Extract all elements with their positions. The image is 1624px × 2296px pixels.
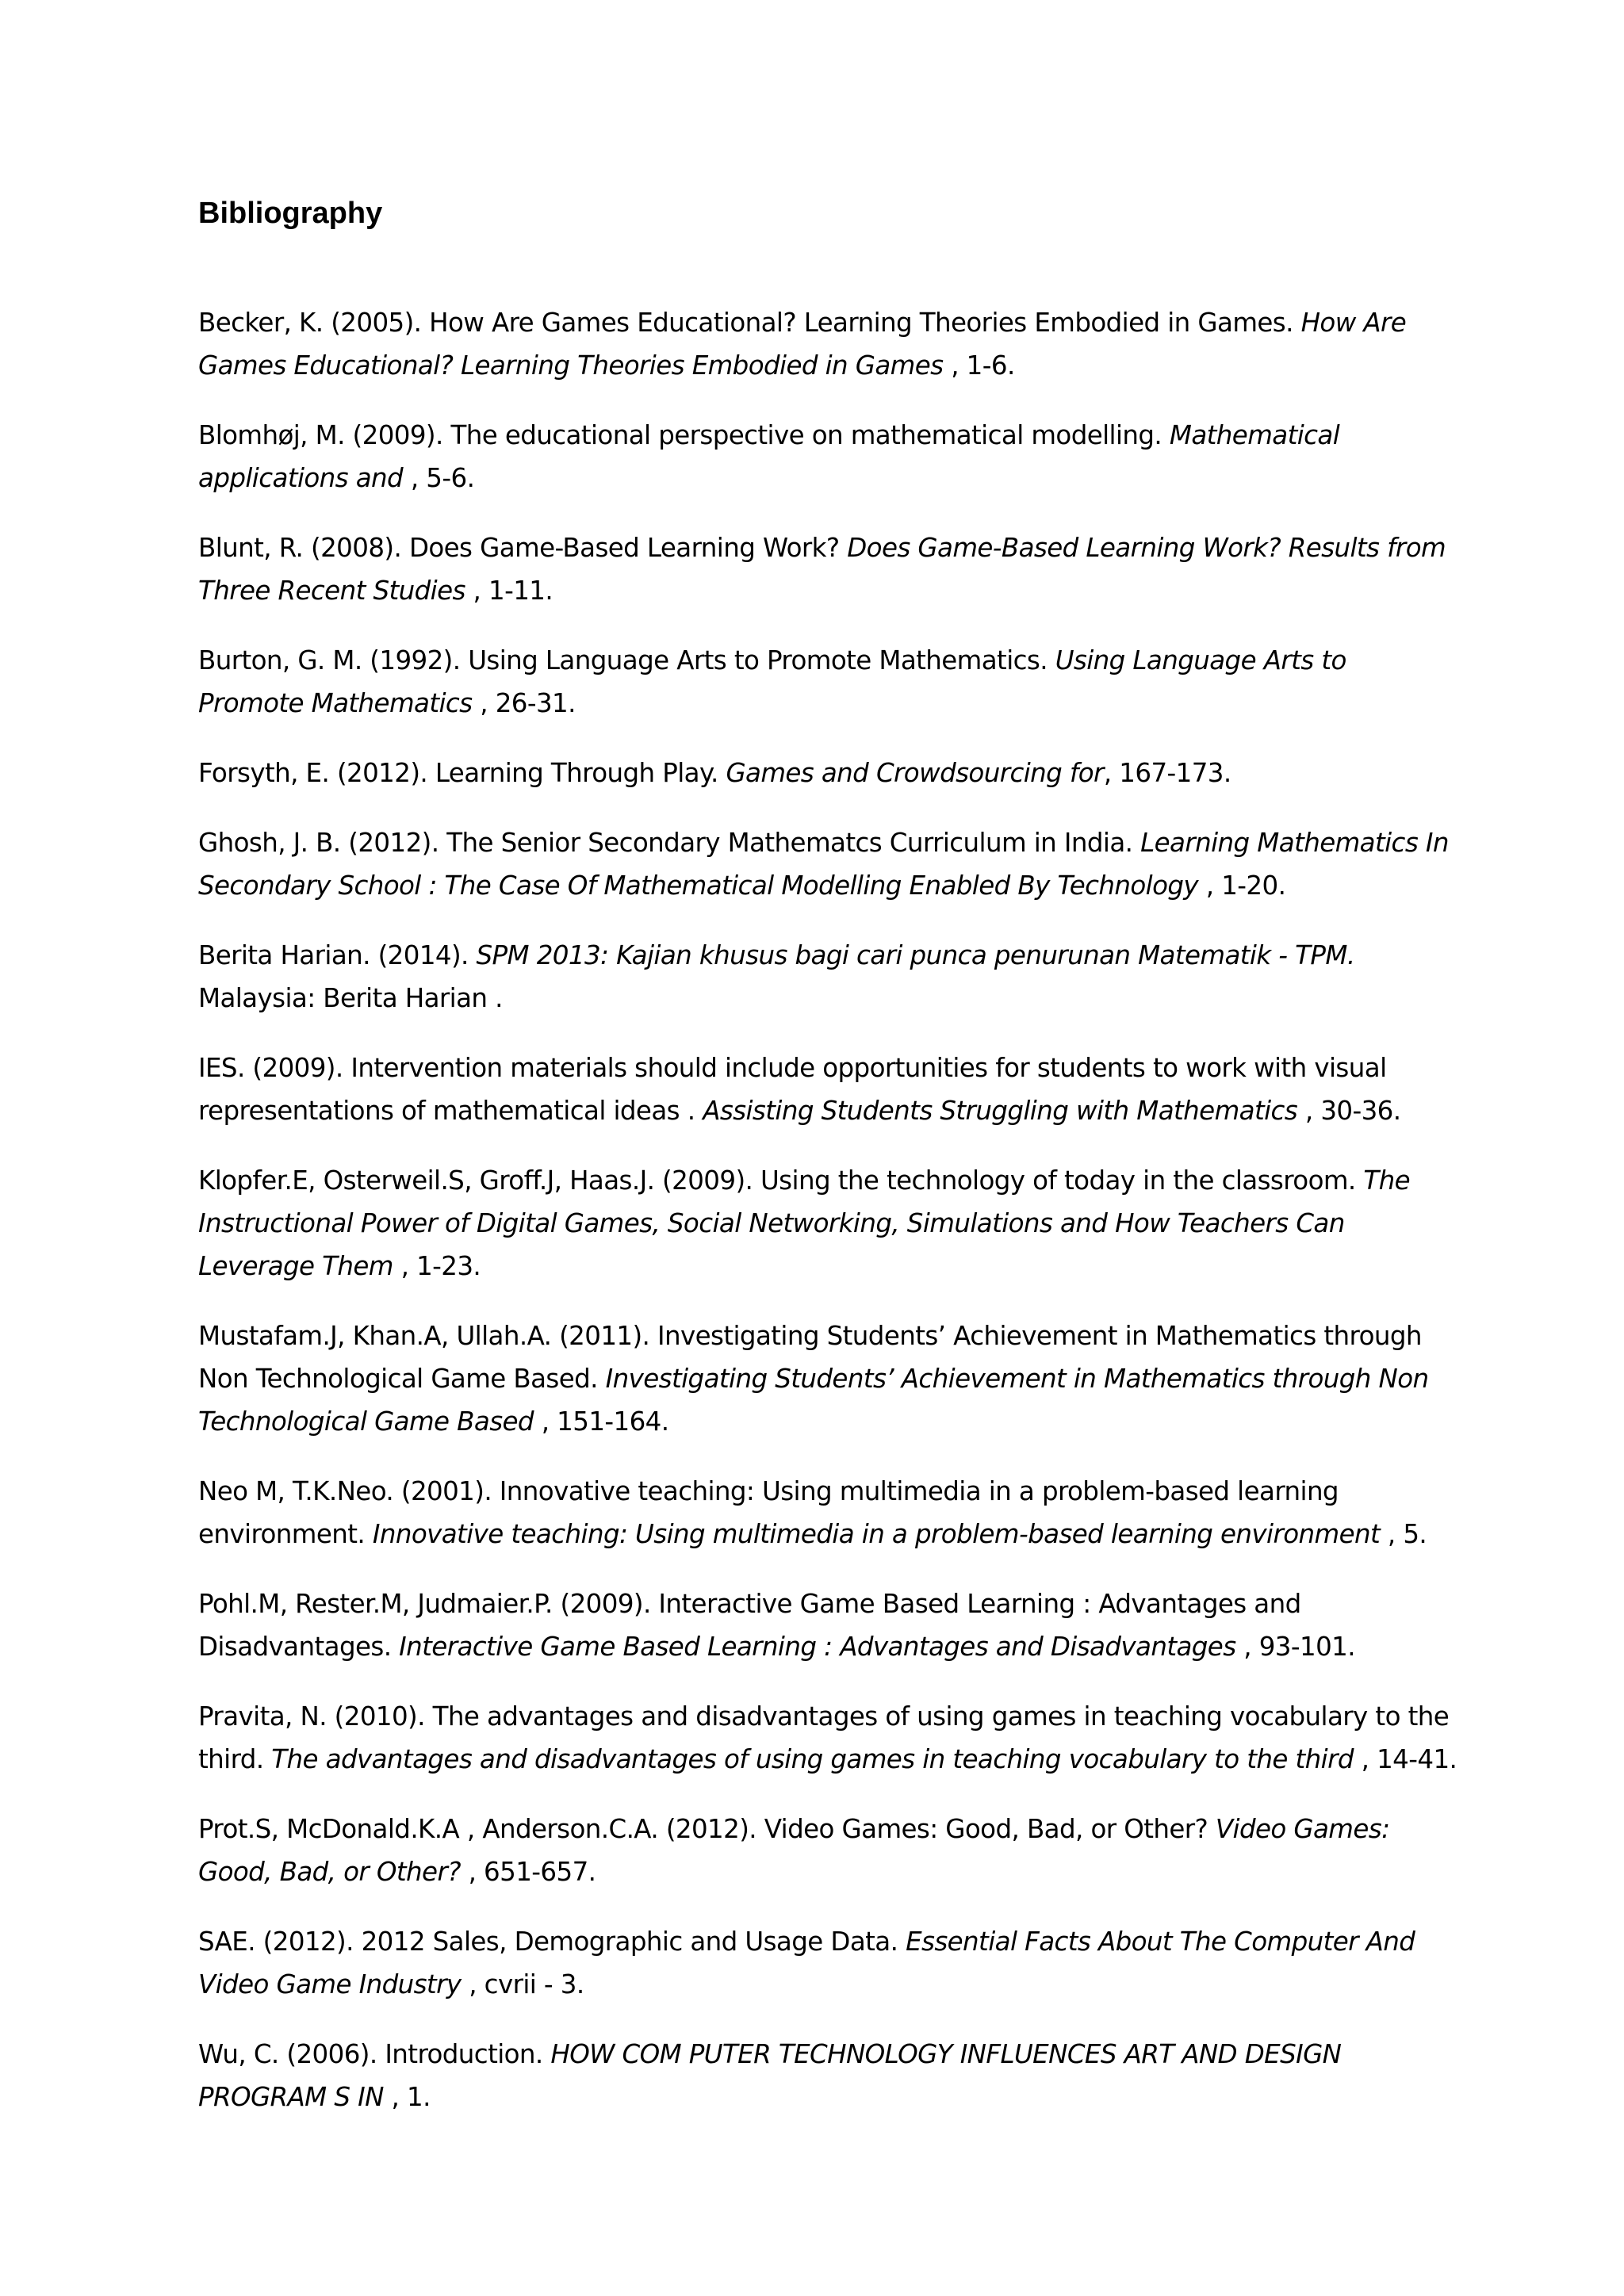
entry-text: SAE. (2012). 2012 Sales, Demographic and Usage Data.: [198, 1927, 906, 1957]
entry-line: [198, 1400, 1451, 1443]
entry-text: , 1-20.: [1198, 871, 1286, 901]
entry-text: Forsyth, E. (2012). Learning Through Play.: [198, 758, 726, 788]
entry-text: , 1-6.: [943, 350, 1015, 381]
entry-italic-text: SPM 2013: Kajian khusus bagi cari punca penurunan Matematik - TPM.: [476, 940, 1355, 970]
entry-italic-text: Innovative teaching: Using multimedia in a problem-based learning environment: [372, 1519, 1381, 1549]
entry-line: [198, 2033, 1451, 2076]
entry-italic-text: The: [1363, 1165, 1411, 1196]
entry-line: [198, 1920, 1451, 1963]
entry-italic-text: Mathematical: [1169, 420, 1340, 450]
bibliography-entry: [198, 2033, 1451, 2118]
entry-line: [198, 1047, 1451, 1089]
entry-italic-text: Games and Crowdsourcing for: [726, 758, 1104, 788]
entry-italic-text: Leverage Them: [198, 1251, 393, 1281]
entry-italic-text: Using Language Arts to: [1055, 645, 1346, 675]
entry-line: [198, 1357, 1451, 1400]
entry-line: [198, 1314, 1451, 1357]
entry-italic-text: Learning Mathematics In: [1140, 828, 1449, 858]
entry-line: [198, 414, 1451, 457]
entry-line: [198, 682, 1451, 725]
entry-line: [198, 752, 1451, 794]
entry-text: environment.: [198, 1519, 373, 1549]
entry-text: Malaysia: Berita Harian .: [198, 983, 503, 1013]
entry-text: Ghosh, J. B. (2012). The Senior Secondary Mathematcs Curriculum in India.: [198, 828, 1141, 858]
bibliography-entry: [198, 1582, 1451, 1668]
entry-text: representations of mathematical ideas .: [198, 1096, 703, 1126]
entry-italic-text: Instructional Power of Digital Games, Social Networking, Simulations and How Teachers Can: [198, 1208, 1345, 1238]
entry-italic-text: The advantages and disadvantages of using games in teaching vocabulary to the third: [271, 1744, 1354, 1774]
bibliography-list: [198, 301, 1457, 2145]
entry-italic-text: Interactive Game Based Learning : Advantages and Disadvantages: [399, 1632, 1236, 1662]
entry-italic-text: Secondary School : The Case Of Mathematical Modelling Enabled By Technology: [198, 871, 1199, 901]
entry-text: Wu, C. (2006). Introduction.: [198, 2039, 551, 2069]
entry-text: , 5.: [1380, 1519, 1427, 1549]
entry-text: third.: [198, 1744, 272, 1774]
entry-text: , 93-101.: [1235, 1632, 1355, 1662]
entry-line: [198, 1202, 1451, 1245]
entry-line: [198, 821, 1451, 864]
entry-line: [198, 2076, 1451, 2118]
entry-text: Non Technological Game Based.: [198, 1364, 606, 1394]
entry-text: , 1.: [383, 2082, 431, 2112]
entry-italic-text: Video Games:: [1215, 1814, 1390, 1844]
entry-text: , 151-164.: [533, 1406, 669, 1437]
bibliography-entry: [198, 752, 1451, 794]
entry-text: , 14-41.: [1353, 1744, 1457, 1774]
entry-italic-text: Technological Game Based: [198, 1406, 534, 1437]
entry-line: [198, 1695, 1451, 1738]
entry-line: [198, 1470, 1451, 1513]
bibliography-entry: [198, 1047, 1451, 1132]
entry-line: [198, 1513, 1451, 1556]
entry-text: , 1-23.: [393, 1251, 481, 1281]
entry-line: [198, 526, 1451, 569]
entry-text: Pohl.M, Rester.M, Judmaier.P. (2009). Interactive Game Based Learning : Advantages and: [198, 1589, 1301, 1619]
entry-line: [198, 934, 1451, 977]
entry-text: , 5-6.: [403, 463, 475, 493]
entry-italic-text: PROGRAM S IN: [198, 2082, 384, 2112]
entry-line: [198, 1808, 1451, 1850]
entry-italic-text: Essential Facts About The Computer And: [906, 1927, 1415, 1957]
entry-line: [198, 1245, 1451, 1288]
bibliography-entry: [198, 934, 1451, 1020]
entry-text: Blomhøj, M. (2009). The educational perspective on mathematical modelling.: [198, 420, 1170, 450]
entry-line: [198, 1159, 1451, 1202]
entry-line: [198, 977, 1451, 1020]
entry-text: , 1-11.: [465, 576, 553, 606]
entry-italic-text: Games Educational? Learning Theories Embodied in Games: [198, 350, 944, 381]
entry-line: [198, 864, 1451, 907]
entry-text: , 30-36.: [1297, 1096, 1401, 1126]
bibliography-entry: [198, 414, 1451, 499]
bibliography-entry: [198, 1695, 1457, 1781]
bibliography-entry: [198, 1159, 1451, 1288]
entry-line: [198, 569, 1451, 612]
bibliography-entry: [198, 301, 1451, 387]
bibliography-entry: [198, 1470, 1451, 1556]
bibliography-entry: [198, 1314, 1451, 1443]
entry-italic-text: HOW COM PUTER TECHNOLOGY INFLUENCES ART AND DESIGN: [550, 2039, 1342, 2069]
entry-line: [198, 1850, 1451, 1893]
entry-line: [198, 1582, 1451, 1625]
entry-text: Becker, K. (2005). How Are Games Educational? Learning Theories Embodied in Games.: [198, 308, 1301, 338]
bibliography-entry: [198, 821, 1451, 907]
entry-text: Klopfer.E, Osterweil.S, Groff.J, Haas.J. (2009). Using the technology of today in the classroom.: [198, 1165, 1364, 1196]
entry-line: [198, 1738, 1457, 1781]
entry-line: [198, 639, 1451, 682]
entry-text: , 651-657.: [460, 1857, 596, 1887]
entry-line: [198, 344, 1451, 387]
entry-italic-text: Video Game Industry: [198, 1969, 462, 1999]
entry-text: IES. (2009). Intervention materials should include opportunities for students to work with visual: [198, 1053, 1387, 1083]
entry-italic-text: Three Recent Studies: [198, 576, 465, 606]
entry-text: , 167-173.: [1103, 758, 1231, 788]
bibliography-entry: [198, 526, 1451, 612]
entry-line: [198, 1089, 1451, 1132]
entry-line: [198, 457, 1451, 499]
bibliography-entry: [198, 1808, 1451, 1893]
entry-text: Neo M, T.K.Neo. (2001). Innovative teaching: Using multimedia in a problem-based learning: [198, 1476, 1339, 1506]
entry-text: Prot.S, McDonald.K.A , Anderson.C.A. (2012). Video Games: Good, Bad, or Other?: [198, 1814, 1216, 1844]
entry-italic-text: Assisting Students Struggling with Mathematics: [703, 1096, 1298, 1126]
entry-text: , cvrii - 3.: [461, 1969, 584, 1999]
entry-italic-text: Does Game-Based Learning Work? Results from: [847, 533, 1446, 563]
entry-text: Mustafam.J, Khan.A, Ullah.A. (2011). Investigating Students’ Achievement in Mathematics through: [198, 1321, 1422, 1351]
entry-line: [198, 1963, 1451, 2006]
entry-line: [198, 301, 1451, 344]
entry-text: Blunt, R. (2008). Does Game-Based Learning Work?: [198, 533, 848, 563]
entry-italic-text: Investigating Students’ Achievement in Mathematics through Non: [605, 1364, 1429, 1394]
entry-italic-text: applications and: [198, 463, 404, 493]
bibliography-heading: Bibliography: [198, 197, 383, 230]
entry-text: Berita Harian. (2014).: [198, 940, 477, 970]
entry-text: Pravita, N. (2010). The advantages and disadvantages of using games in teaching vocabulary to the: [198, 1701, 1450, 1732]
entry-italic-text: Good, Bad, or Other?: [198, 1857, 461, 1887]
entry-text: , 26-31.: [472, 688, 576, 718]
entry-text: Disadvantages.: [198, 1632, 400, 1662]
entry-italic-text: Promote Mathematics: [198, 688, 473, 718]
bibliography-entry: [198, 1920, 1451, 2006]
entry-italic-text: How Are: [1300, 308, 1407, 338]
entry-text: Burton, G. M. (1992). Using Language Arts to Promote Mathematics.: [198, 645, 1055, 675]
bibliography-entry: [198, 639, 1451, 725]
entry-line: [198, 1625, 1451, 1668]
